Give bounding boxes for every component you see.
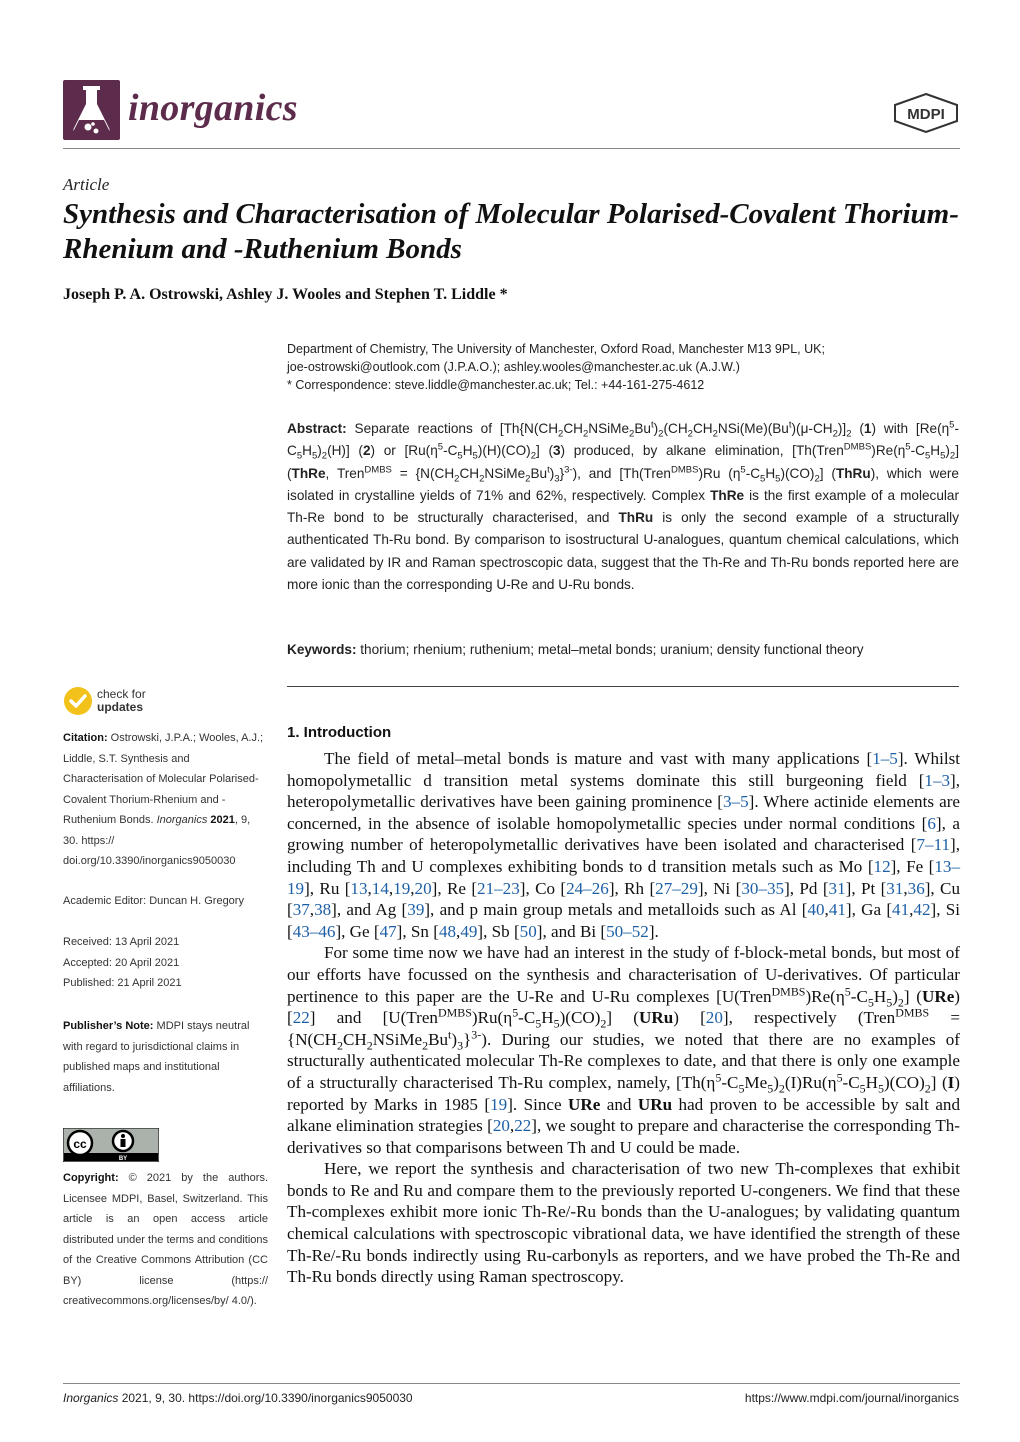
intro-paragraph: The field of metal–metal bonds is mature and vast with many applications [1–5]. Whilst homopolymetallic d transition metal systems dominate this still burgeoning field [1–3], heteropolymetallic derivatives have been gaining prominence [3–5]. Where actinide elements are concerned, in the absence of isolable homopolymetallic species under normal conditions [6], a growing number of heteropolymetallic derivatives have been isolated and characterised [7–11], including Th and U complexes exhibiting bonds to d transition metals such as Mo [12], Fe [13–19], Ru [13,14,19,20], Re [21–23], Co [24–26], Rh [27–29], Ni [30–35], Pd [31], Pt [31,36], Cu [37,38], and Ag [39], and p main group metals and metalloids such as Al [40,41], Ga [41,42], Si [43–46], Ge [47], Sn [48,49], Sb [50], and Bi [50–52]. (287, 749, 961, 941)
article-title: Synthesis and Characterisation of Molecular Polarised-Covalent Thorium-Rhenium and -Ruthenium Bonds (63, 198, 959, 265)
introduction-body (287, 748, 960, 1288)
copyright-label: Copyright: (63, 1172, 119, 1184)
mdpi-logo (893, 93, 959, 133)
received-date: Received: 13 April 2021 (63, 936, 180, 948)
abstract: Abstract: Separate reactions of [$Th\{N(CH_2CH_2NSiMe_2Bu^t)_2(CH_2CH_2NSi(Me)(Bu^t)(\mu-CH_2)]_2$ (1) with $[Re(\eta^5-C_5H_5)_2(H)]$ (2) or $[Ru(\eta^5-C_5H_5)(H)(CO)_2]$ (3) produced, by alkane elimination, $[Th(Tren^{DMBS})Re(\eta^5-C_5H_5)_2]$ (ThRe, Tren$^{DMBS}$ = $\{N(CH_2CH_2NSiMe_2Bu^t)_3\}^{3-}$), and [Th(Tren$^{DMBS}$)Ru $(\eta^5-C_5H_5)(CO)_2$] (ThRu), which were isolated in crystalline yields of 71% and 62%, respectively. Complex ThRe is the first example of a molecular Th-Re bond to be structurally characterised, and ThRu is only the second example of a structurally authenticated Th-Ru bond. By comparison to isostructural U-analogues, quantum chemical calculations, which are validated by IR and Raman spectroscopic data, suggest that the Th-Re and Th-Ru bonds reported here are more ionic than the corresponding U-Re and U-Ru bonds. (287, 419, 959, 593)
accepted-date: Accepted: 20 April 2021 (63, 956, 180, 969)
abstract-divider (287, 686, 959, 687)
citation-doi[interactable]: , 9, 30. https:// doi.org/10.3390/inorganics9050030 (63, 814, 251, 867)
citation-label: Citation: (63, 732, 108, 744)
citation-block (63, 728, 268, 872)
journal-name: inorganics (128, 87, 298, 129)
publisher-note (63, 1016, 268, 1098)
academic-editor: Academic Editor: Duncan H. Gregory (63, 895, 244, 907)
svg-text:BY: BY (118, 1156, 128, 1162)
cc-by-license-icon[interactable] (63, 1128, 159, 1162)
journal-logo-icon (63, 80, 120, 140)
intro-paragraph: Here, we report the synthesis and characterisation of two new Th-complexes that exhibit bonds to Re and Ru and compare them to the previously reported U-congeners. We find that these Th-complexes exhibit more ionic Th-Re/-Ru bonds than the U-analogues; by validating quantum chemical calculations with spectroscopic vibrational data, we have identified the strength of these Th-Re/-Ru bonds indirectly using Ru-carbonyls as reporters, and we have probed the Th-Re and Th-Ru bonds directly using Raman spectroscopy. (287, 1159, 960, 1287)
keywords-list: thorium; rhenium; ruthenium; metal–metal bonds; uranium; density functional theory (360, 642, 864, 657)
footer-journal: Inorganics (63, 1391, 119, 1405)
citation-text: Ostrowski, J.P.A.; Wooles, A.J.; Liddle, S.T. Synthesis and Characterisation of Molecular Polarised-Covalent Thorium-Rhenium and -Ruthenium Bonds. (63, 732, 264, 826)
affiliation-block (287, 340, 967, 394)
check-updates-line2: updates (97, 700, 144, 714)
citation-journal: Inorganics (156, 814, 208, 826)
copyright-block (63, 1168, 268, 1312)
section-title: 1. Introduction (287, 724, 392, 741)
publisher-note-label: Publisher’s Note: (63, 1020, 154, 1032)
affiliation-emails: joe-ostrowski@outlook.com (J.P.A.O.); ashley.wooles@manchester.ac.uk (A.J.W.) (287, 360, 740, 374)
svg-text:cc: cc (73, 1137, 87, 1151)
keywords (287, 640, 959, 660)
abstract-label: Abstract: (287, 421, 347, 436)
check-updates-line1: check for (97, 687, 146, 701)
footer-citation (63, 1391, 413, 1405)
affiliation-line: Department of Chemistry, The University of Manchester, Oxford Road, Manchester M13 9PL, UK; (287, 342, 825, 356)
copyright-text: © 2021 by the authors. Licensee MDPI, Basel, Switzerland. This article is an open access article distributed under the terms and conditions of the Creative Commons Attribution (CC BY) license (https:// creativecommons.org/licenses/by/ 4.0/). (63, 1172, 268, 1307)
intro-paragraph: For some time now we have had an interest in the study of f-block-metal bonds, but most of our efforts have focussed on the synthesis and characterisation of U-derivatives. Of particular pertinence to this paper are the U-Re and U-Ru complexes $[U(Tren^{DMBS})Re(\eta^5-C_5H_5)_2]$ (URe) [22] and $[U(Tren^{DMBS})Ru(\eta^5-C_5H_5)(CO)_2]$ (URu) [20], respectively (Tren$^{DMBS}$ = $\{N(CH_2CH_2NSiMe_2Bu^t)_3\}^{3-}$). During our studies, we noted that there are no examples of structurally authenticated molecular Th-Re complexes to date, and that there is only one example of a structurally characterised Th-Ru complex, namely, $[Th(\eta^5-C_5Me_5)_2(I)Ru(\eta^5-C_5H_5)(CO)_2]$ (I) reported by Marks in 1985 [19]. Since URe and URu had proven to be accessible by salt and alkane elimination strategies [20,22], we sought to prepare and characterise the corresponding Th-derivatives so that comparisons between Th and U could be made. (287, 943, 961, 1157)
published-date: Published: 21 April 2021 (63, 977, 182, 989)
keywords-label: Keywords: (287, 642, 357, 657)
dates-block (63, 932, 268, 994)
correspondence-line: * Correspondence: steve.liddle@manchester.ac.uk; Tel.: +44-161-275-4612 (287, 378, 705, 392)
mdpi-logo-text: MDPI (907, 106, 945, 123)
publisher-note-text: MDPI stays neutral with regard to jurisdictional claims in published maps and institutional affiliations. (63, 1020, 250, 1094)
citation-year: 2021 (207, 814, 235, 826)
article-type: Article (63, 175, 110, 194)
footer-journal-url[interactable]: https://www.mdpi.com/journal/inorganics (744, 1391, 959, 1405)
check-for-updates-label[interactable] (97, 688, 146, 714)
author-list: Joseph P. A. Ostrowski, Ashley J. Wooles and Stephen T. Liddle * (63, 286, 508, 303)
footer-divider (63, 1383, 960, 1384)
footer-citation-text[interactable]: 2021, 9, 30. https://doi.org/10.3390/inorganics9050030 (118, 1391, 413, 1405)
header-divider (63, 148, 960, 149)
check-updates-icon (63, 686, 93, 716)
